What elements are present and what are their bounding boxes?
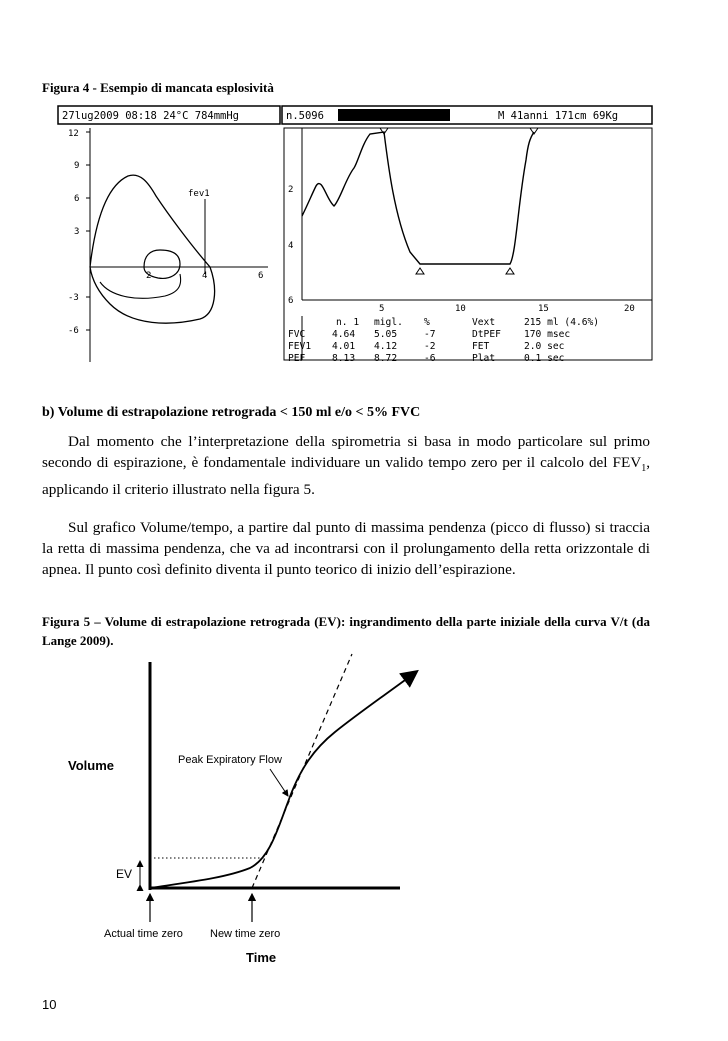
figure5-volume-time-diagram xyxy=(60,650,440,972)
results-table xyxy=(288,316,599,364)
table-cell: 4.64 xyxy=(332,329,356,340)
table-cell: DtPEF xyxy=(472,329,501,340)
table-cell: % xyxy=(424,317,430,328)
x-axis-label: Time xyxy=(246,950,277,965)
table-cell: n. 1 xyxy=(336,317,360,328)
left-xtick: 6 xyxy=(258,271,264,281)
left-xtick: 4 xyxy=(202,271,208,281)
actual-time-zero-label: Actual time zero xyxy=(104,928,183,940)
right-ytick: 4 xyxy=(288,241,294,251)
table-cell: 8.13 xyxy=(332,353,356,364)
ev-label: EV xyxy=(116,867,133,881)
table-row xyxy=(288,341,564,352)
figure4-spirometry-printout xyxy=(40,104,660,366)
table-cell: -7 xyxy=(424,329,436,340)
table-cell: 4.01 xyxy=(332,341,356,352)
table-row xyxy=(288,353,564,364)
table-cell: 0.1 sec xyxy=(524,353,565,364)
figure4-caption: Figura 4 - Esempio di mancata esplosività xyxy=(42,80,274,95)
table-cell: FEV1 xyxy=(288,341,312,352)
y-axis-label: Volume xyxy=(68,758,114,773)
table-cell: -2 xyxy=(424,341,436,352)
fev-subscript: 1 xyxy=(641,463,647,475)
marker-arrow-icon xyxy=(530,128,538,134)
page-number: 10 xyxy=(42,997,57,1012)
volume-time-curve xyxy=(150,672,416,888)
section-b-heading: b) Volume di estrapolazione retrograda < 150 ml e/o < 5% FVC xyxy=(42,405,421,420)
left-ytick: 3 xyxy=(74,227,80,237)
right-y-ticks xyxy=(288,185,293,306)
left-ytick: -3 xyxy=(68,293,79,303)
table-cell: 5.05 xyxy=(374,329,398,340)
header-id: n.5096 xyxy=(286,110,324,122)
peak-pointer-arrow xyxy=(270,769,288,796)
table-row xyxy=(336,317,599,328)
left-ytick: -6 xyxy=(68,326,79,336)
right-ytick: 2 xyxy=(288,185,294,195)
paragraph-1-text: Dal momento che l’interpretazione della spirometria si basa in modo particolare sul primo secondo di espirazione, è fondamentale individuare un valido tempo zero per il calcolo del FEV xyxy=(42,433,650,471)
paragraph-2: Sul grafico Volume/tempo, a partire dal punto di massima pendenza (picco di flusso) si traccia la retta di massima pendenza, che va ad incontrarsi con il prolungamento della retta orizzontale di apnea. Il punto così definito diventa il punto teorico di inizio dell’espirazione. xyxy=(42,519,650,578)
volume-time-curve xyxy=(302,132,534,264)
table-cell: 2.0 sec xyxy=(524,341,565,352)
paragraph-1-end: , applicando il criterio illustrato nella figura 5. xyxy=(42,454,650,499)
header-left: 27lug2009 08:18 24°C 784mmHg xyxy=(62,110,240,122)
paragraph-1 xyxy=(42,431,650,500)
table-cell: PEF xyxy=(288,353,306,364)
table-cell: migl. xyxy=(374,317,403,328)
right-xtick: 20 xyxy=(624,304,635,314)
new-time-zero-label: New time zero xyxy=(210,928,281,940)
redacted-name-bar xyxy=(338,109,450,121)
header-right: M 41anni 171cm 69Kg xyxy=(498,110,619,122)
right-xtick: 10 xyxy=(455,304,466,314)
peak-expiratory-flow-label: Peak Expiratory Flow xyxy=(178,754,282,766)
table-cell: 8.72 xyxy=(374,353,398,364)
table-cell: -6 xyxy=(424,353,436,364)
fev1-label: fev1 xyxy=(188,189,210,199)
table-cell: Plat xyxy=(472,353,496,364)
left-ytick: 6 xyxy=(74,194,80,204)
table-row xyxy=(288,329,570,340)
table-cell: 215 ml (4.6%) xyxy=(524,317,600,328)
right-x-ticks xyxy=(379,304,635,314)
marker-arrow-icon xyxy=(416,268,424,274)
table-cell: FET xyxy=(472,341,490,352)
left-ytick: 12 xyxy=(68,129,79,139)
table-cell: Vext xyxy=(472,317,496,328)
left-ytick: 9 xyxy=(74,161,80,171)
right-ytick: 6 xyxy=(288,296,294,306)
table-cell: FVC xyxy=(288,329,306,340)
table-cell: 4.12 xyxy=(374,341,398,352)
right-xtick: 15 xyxy=(538,304,549,314)
figure5-caption: Figura 5 – Volume di estrapolazione retrograda (EV): ingrandimento della parte iniziale della curva V/t (da Lange 2009). xyxy=(42,614,650,648)
table-cell: 170 msec xyxy=(524,329,571,340)
right-xtick: 5 xyxy=(379,304,385,314)
left-y-ticks xyxy=(68,129,90,336)
left-xtick: 2 xyxy=(146,271,152,281)
max-slope-tangent xyxy=(252,654,352,888)
marker-arrow-icon xyxy=(506,268,514,274)
